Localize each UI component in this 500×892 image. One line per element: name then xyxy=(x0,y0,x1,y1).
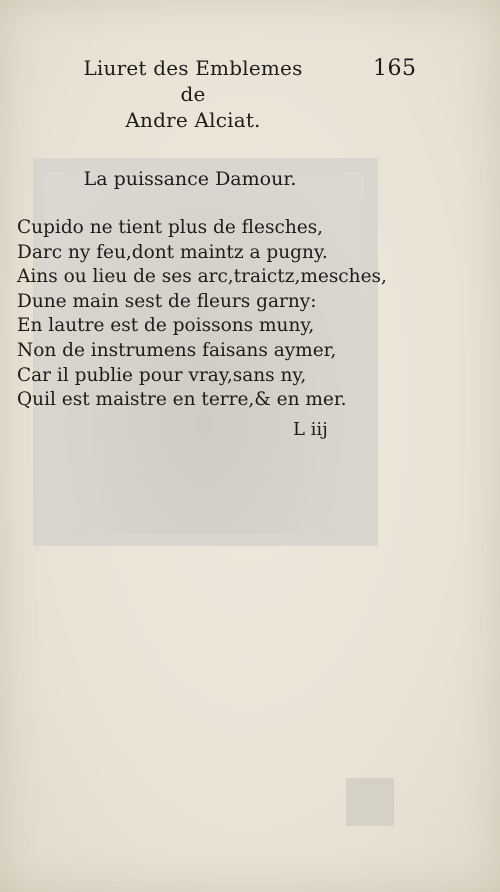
poem-line: En lautre est de poissons muny, xyxy=(17,315,315,337)
poem-line: Darc ny feu,dont maintz a pugny. xyxy=(17,241,328,263)
running-head xyxy=(78,55,308,133)
poem-line: Cupido ne tient plus de flesches, xyxy=(17,217,324,238)
poem-line: Quil est maistre en terre,& en mer. xyxy=(17,389,347,411)
poem-line: Non de instrumens faisans aymer, xyxy=(17,339,337,361)
signature-mark: L iij xyxy=(293,419,328,440)
poem-title: La puissance Damour. xyxy=(83,168,297,190)
poem-stanza xyxy=(17,216,387,413)
poem-line: Dune main sest de fleurs garny: xyxy=(17,290,317,312)
poem-line: Ains ou lieu de ses arc,traictz,mesches, xyxy=(17,266,387,288)
running-head-line-1: Liuret des Emblemes de xyxy=(83,56,303,106)
poem-line: Car il publie pour vray,sans ny, xyxy=(17,364,307,386)
running-head-line-2: Andre Alciat. xyxy=(125,108,261,132)
page-number: 165 xyxy=(373,56,417,81)
